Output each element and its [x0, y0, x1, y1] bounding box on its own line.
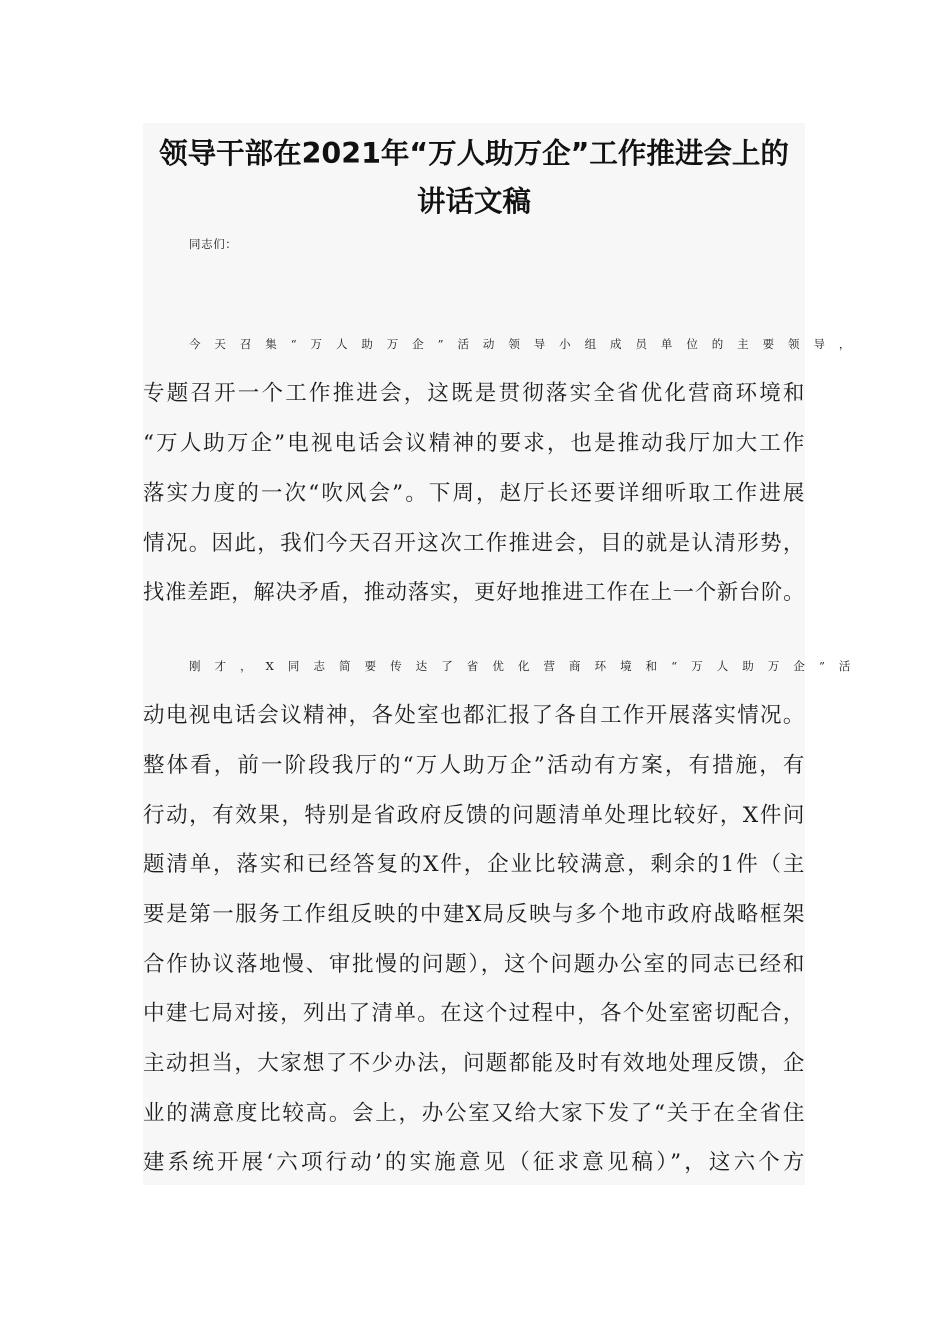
paragraph-1-line-4: 落实力度的一次“吹风会”。下周，赵厅长还要详细听取工作进展	[143, 481, 805, 506]
paragraph-2-line-2: 动电视电话会议精神，各处室也都汇报了各自工作开展落实情况。	[143, 703, 805, 728]
salutation: 同志们：	[189, 237, 238, 251]
paragraph-2-line-4: 行动，有效果，特别是省政府反馈的问题清单处理比较好，X件问	[143, 803, 805, 828]
document-title-line-2: 讲话文稿	[416, 185, 531, 218]
paragraph-1-line-6: 找准差距，解决矛盾，推动落实，更好地推进工作在上一个新台阶。	[143, 580, 805, 605]
paragraph-1-line-1: 今天召集“万人助万企”活动领导小组成员单位的主要领导，	[189, 337, 851, 351]
paragraph-2-line-7: 合作协议落地慢、审批慢的问题），这个问题办公室的同志已经和	[143, 952, 805, 977]
paragraph-1-line-5: 情况。因此，我们今天召开这次工作推进会，目的就是认清形势，	[143, 531, 805, 556]
paragraph-2-line-1: 刚才，X同志简要传达了省优化营商环境和“万人助万企”活	[189, 659, 851, 673]
paragraph-1-line-3: “万人助万企”电视电话会议精神的要求，也是推动我厅加大工作	[143, 431, 805, 456]
paragraph-2-line-6: 要是第一服务工作组反映的中建X局反映与多个地市政府战略框架	[143, 902, 805, 927]
paragraph-2-line-8: 中建七局对接，列出了清单。在这个过程中，各个处室密切配合，	[143, 1001, 805, 1026]
paragraph-1-line-2: 专题召开一个工作推进会，这既是贯彻落实全省优化营商环境和	[143, 381, 805, 406]
paragraph-2-line-10: 业的满意度比较高。会上，办公室又给大家下发了“关于在全省住	[143, 1101, 805, 1126]
document-title-line-1: 领导干部在2021年“万人助万企”工作推进会上的	[159, 137, 789, 170]
paragraph-2-line-11: 建系统开展‘六项行动’的实施意见（征求意见稿）”，这六个方	[143, 1150, 805, 1175]
paragraph-2-line-5: 题清单，落实和已经答复的X件，企业比较满意，剩余的1件（主	[143, 852, 805, 877]
paragraph-2-line-9: 主动担当，大家想了不少办法，问题都能及时有效地处理反馈，企	[143, 1051, 805, 1076]
document-page	[143, 123, 851, 1185]
paragraph-2-line-3: 整体看，前一阶段我厅的“万人助万企”活动有方案，有措施，有	[143, 753, 805, 778]
